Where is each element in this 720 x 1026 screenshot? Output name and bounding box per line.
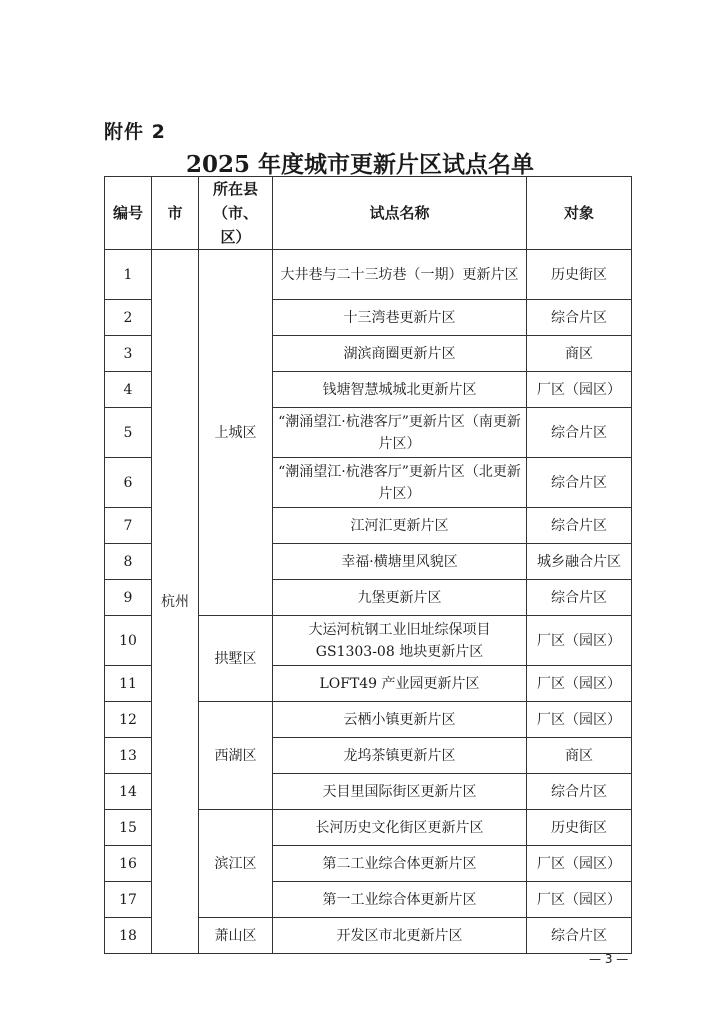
- cell-object: 城乡融合片区: [527, 544, 632, 580]
- cell-name: 长河历史文化街区更新片区: [273, 810, 527, 846]
- cell-object: 综合片区: [527, 458, 632, 508]
- cell-no: 16: [105, 846, 152, 882]
- page-number: — 3 —: [589, 952, 629, 966]
- cell-name: 天目里国际街区更新片区: [273, 774, 527, 810]
- cell-object: 厂区（园区）: [527, 666, 632, 702]
- cell-name: 龙坞茶镇更新片区: [273, 738, 527, 774]
- cell-name: 钱塘智慧城城北更新片区: [273, 372, 527, 408]
- cell-no: 13: [105, 738, 152, 774]
- cell-no: 1: [105, 250, 152, 300]
- cell-no: 11: [105, 666, 152, 702]
- cell-district: 拱墅区: [199, 616, 273, 702]
- cell-city: 杭州: [152, 250, 199, 954]
- cell-object: 商区: [527, 336, 632, 372]
- cell-no: 7: [105, 508, 152, 544]
- header-county: [199, 177, 273, 250]
- cell-no: 12: [105, 702, 152, 738]
- table-row: [105, 250, 632, 300]
- cell-no: 4: [105, 372, 152, 408]
- cell-name: 开发区市北更新片区: [273, 918, 527, 954]
- cell-district: 滨江区: [199, 810, 273, 918]
- header-county-line2: （市、区）: [212, 204, 258, 246]
- document-title: 2025 年度城市更新片区试点名单: [185, 151, 535, 178]
- cell-object: 综合片区: [527, 300, 632, 336]
- cell-no: 14: [105, 774, 152, 810]
- header-county-line1: 所在县: [212, 180, 258, 198]
- cell-name: 大井巷与二十三坊巷（一期）更新片区: [273, 250, 527, 300]
- cell-name: 湖滨商圈更新片区: [273, 336, 527, 372]
- cell-name: LOFT49 产业园更新片区: [273, 666, 527, 702]
- cell-no: 17: [105, 882, 152, 918]
- cell-name: “潮涌望江·杭港客厅”更新片区（北更新片区）: [273, 458, 527, 508]
- cell-no: 2: [105, 300, 152, 336]
- cell-object: 厂区（园区）: [527, 616, 632, 666]
- cell-no: 3: [105, 336, 152, 372]
- cell-no: 6: [105, 458, 152, 508]
- cell-object: 厂区（园区）: [527, 702, 632, 738]
- cell-no: 5: [105, 408, 152, 458]
- cell-name: “潮涌望江·杭港客厅”更新片区（南更新片区）: [273, 408, 527, 458]
- cell-name: 幸福·横塘里风貌区: [273, 544, 527, 580]
- cell-object: 历史街区: [527, 810, 632, 846]
- cell-name: 十三湾巷更新片区: [273, 300, 527, 336]
- header-object: 对象: [527, 177, 632, 250]
- header-no: 编号: [105, 177, 152, 250]
- cell-name: 大运河杭钢工业旧址综保项目 GS1303-08 地块更新片区: [273, 616, 527, 666]
- table-header-row: [105, 177, 632, 250]
- cell-district: 萧山区: [199, 918, 273, 954]
- cell-object: 综合片区: [527, 918, 632, 954]
- cell-name: 江河汇更新片区: [273, 508, 527, 544]
- cell-object: 综合片区: [527, 580, 632, 616]
- cell-name: 第一工业综合体更新片区: [273, 882, 527, 918]
- cell-object: 厂区（园区）: [527, 882, 632, 918]
- header-name: 试点名称: [273, 177, 527, 250]
- pilot-list-table: [104, 176, 632, 954]
- header-city: 市: [152, 177, 199, 250]
- cell-object: 厂区（园区）: [527, 372, 632, 408]
- cell-no: 15: [105, 810, 152, 846]
- cell-name: 第二工业综合体更新片区: [273, 846, 527, 882]
- cell-object: 综合片区: [527, 508, 632, 544]
- attachment-label: 附件 2: [104, 121, 166, 143]
- cell-name: 云栖小镇更新片区: [273, 702, 527, 738]
- cell-name: 九堡更新片区: [273, 580, 527, 616]
- cell-object: 历史街区: [527, 250, 632, 300]
- cell-object: 厂区（园区）: [527, 846, 632, 882]
- cell-object: 综合片区: [527, 408, 632, 458]
- cell-object: 综合片区: [527, 774, 632, 810]
- cell-object: 商区: [527, 738, 632, 774]
- cell-no: 9: [105, 580, 152, 616]
- cell-no: 18: [105, 918, 152, 954]
- cell-no: 8: [105, 544, 152, 580]
- cell-no: 10: [105, 616, 152, 666]
- cell-district: 西湖区: [199, 702, 273, 810]
- cell-district: 上城区: [199, 250, 273, 616]
